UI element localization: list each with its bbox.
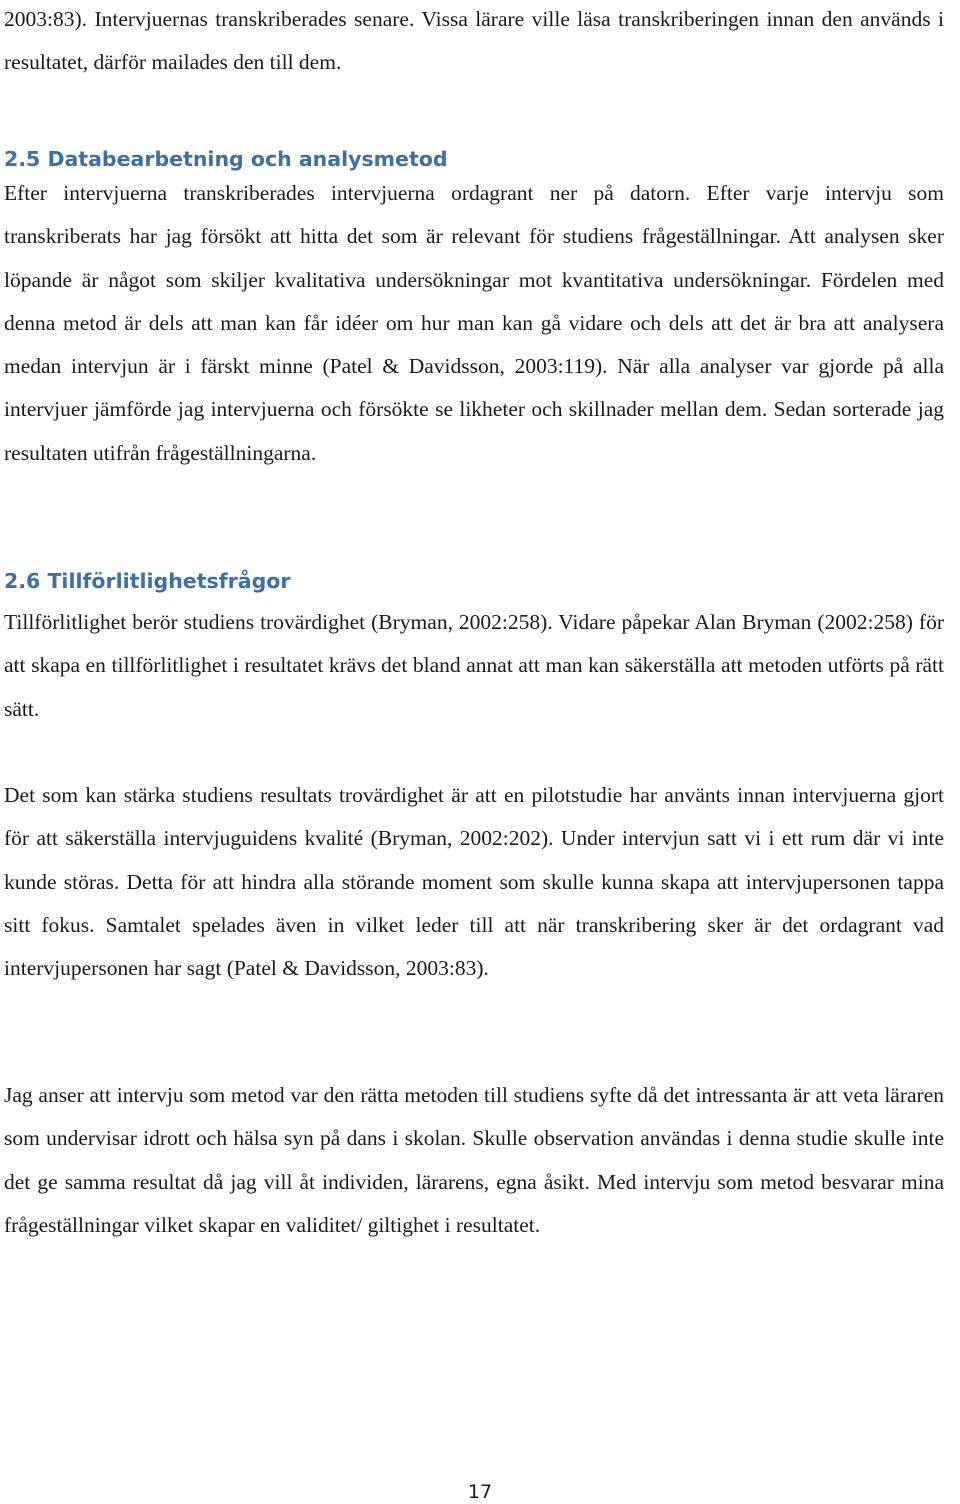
section-heading-2-6: 2.6 Tillförlitlighetsfrågor xyxy=(4,569,291,593)
intro-paragraph: 2003:83). Intervjuernas transkriberades senare. Vissa lärare ville läsa transkriberingen innan den används i resultatet, därför mailades den till dem. xyxy=(4,7,944,75)
section-2-6-paragraph-1: Tillförlitlighet berör studiens trovärdighet (Bryman, 2002:258). Vidare påpekar Alan Bryman (2002:258) för att skapa en tillförlitlighet i resultatet krävs det bland annat att man kan säkerställa att metoden utförts på rätt sätt. xyxy=(4,610,944,721)
section-2-6-paragraph-3: Jag anser att intervju som metod var den rätta metoden till studiens syfte då det intressanta är att veta läraren som undervisar idrott och hälsa syn på dans i skolan. Skulle observation användas i denna studie skulle inte det ge samma resultat då jag vill åt individen, lärarens, egna åsikt. Med intervju som metod besvarar mina frågeställningar vilket skapar en validitet/ giltighet i resultatet. xyxy=(4,1083,944,1237)
section-heading-2-5: 2.5 Databearbetning och analysmetod xyxy=(4,147,448,171)
section-2-5-paragraph: Efter intervjuerna transkriberades intervjuerna ordagrant ner på datorn. Efter varje intervju som transkriberats har jag försökt att hitta det som är relevant för studiens frågeställningar. Att analysen sker löpande är något som skiljer kvalitativa undersökningar mot kvantitativa undersökningar. Fördelen med denna metod är dels att man kan får idéer om hur man kan gå vidare och dels att det är bra att analysera medan intervjun är i färskt minne (Patel & Davidsson, 2003:119). När alla analyser var gjorde på alla intervjuer jämförde jag intervjuerna och försökte se likheter och skillnader mellan dem. Sedan sorterade jag resultaten utifrån frågeställningarna. xyxy=(4,181,944,465)
section-2-6-paragraph-2: Det som kan stärka studiens resultats trovärdighet är att en pilotstudie har använts innan intervjuerna gjort för att säkerställa intervjuguidens kvalité (Bryman, 2002:202). Under intervjun satt vi i ett rum där vi inte kunde störas. Detta för att hindra alla störande moment som skulle kunna skapa att intervjupersonen tappa sitt fokus. Samtalet spelades även in vilket leder till att när transkribering sker är det ordagrant vad intervjupersonen har sagt (Patel & Davidsson, 2003:83). xyxy=(4,783,944,981)
page-number: 17 xyxy=(467,1481,493,1503)
